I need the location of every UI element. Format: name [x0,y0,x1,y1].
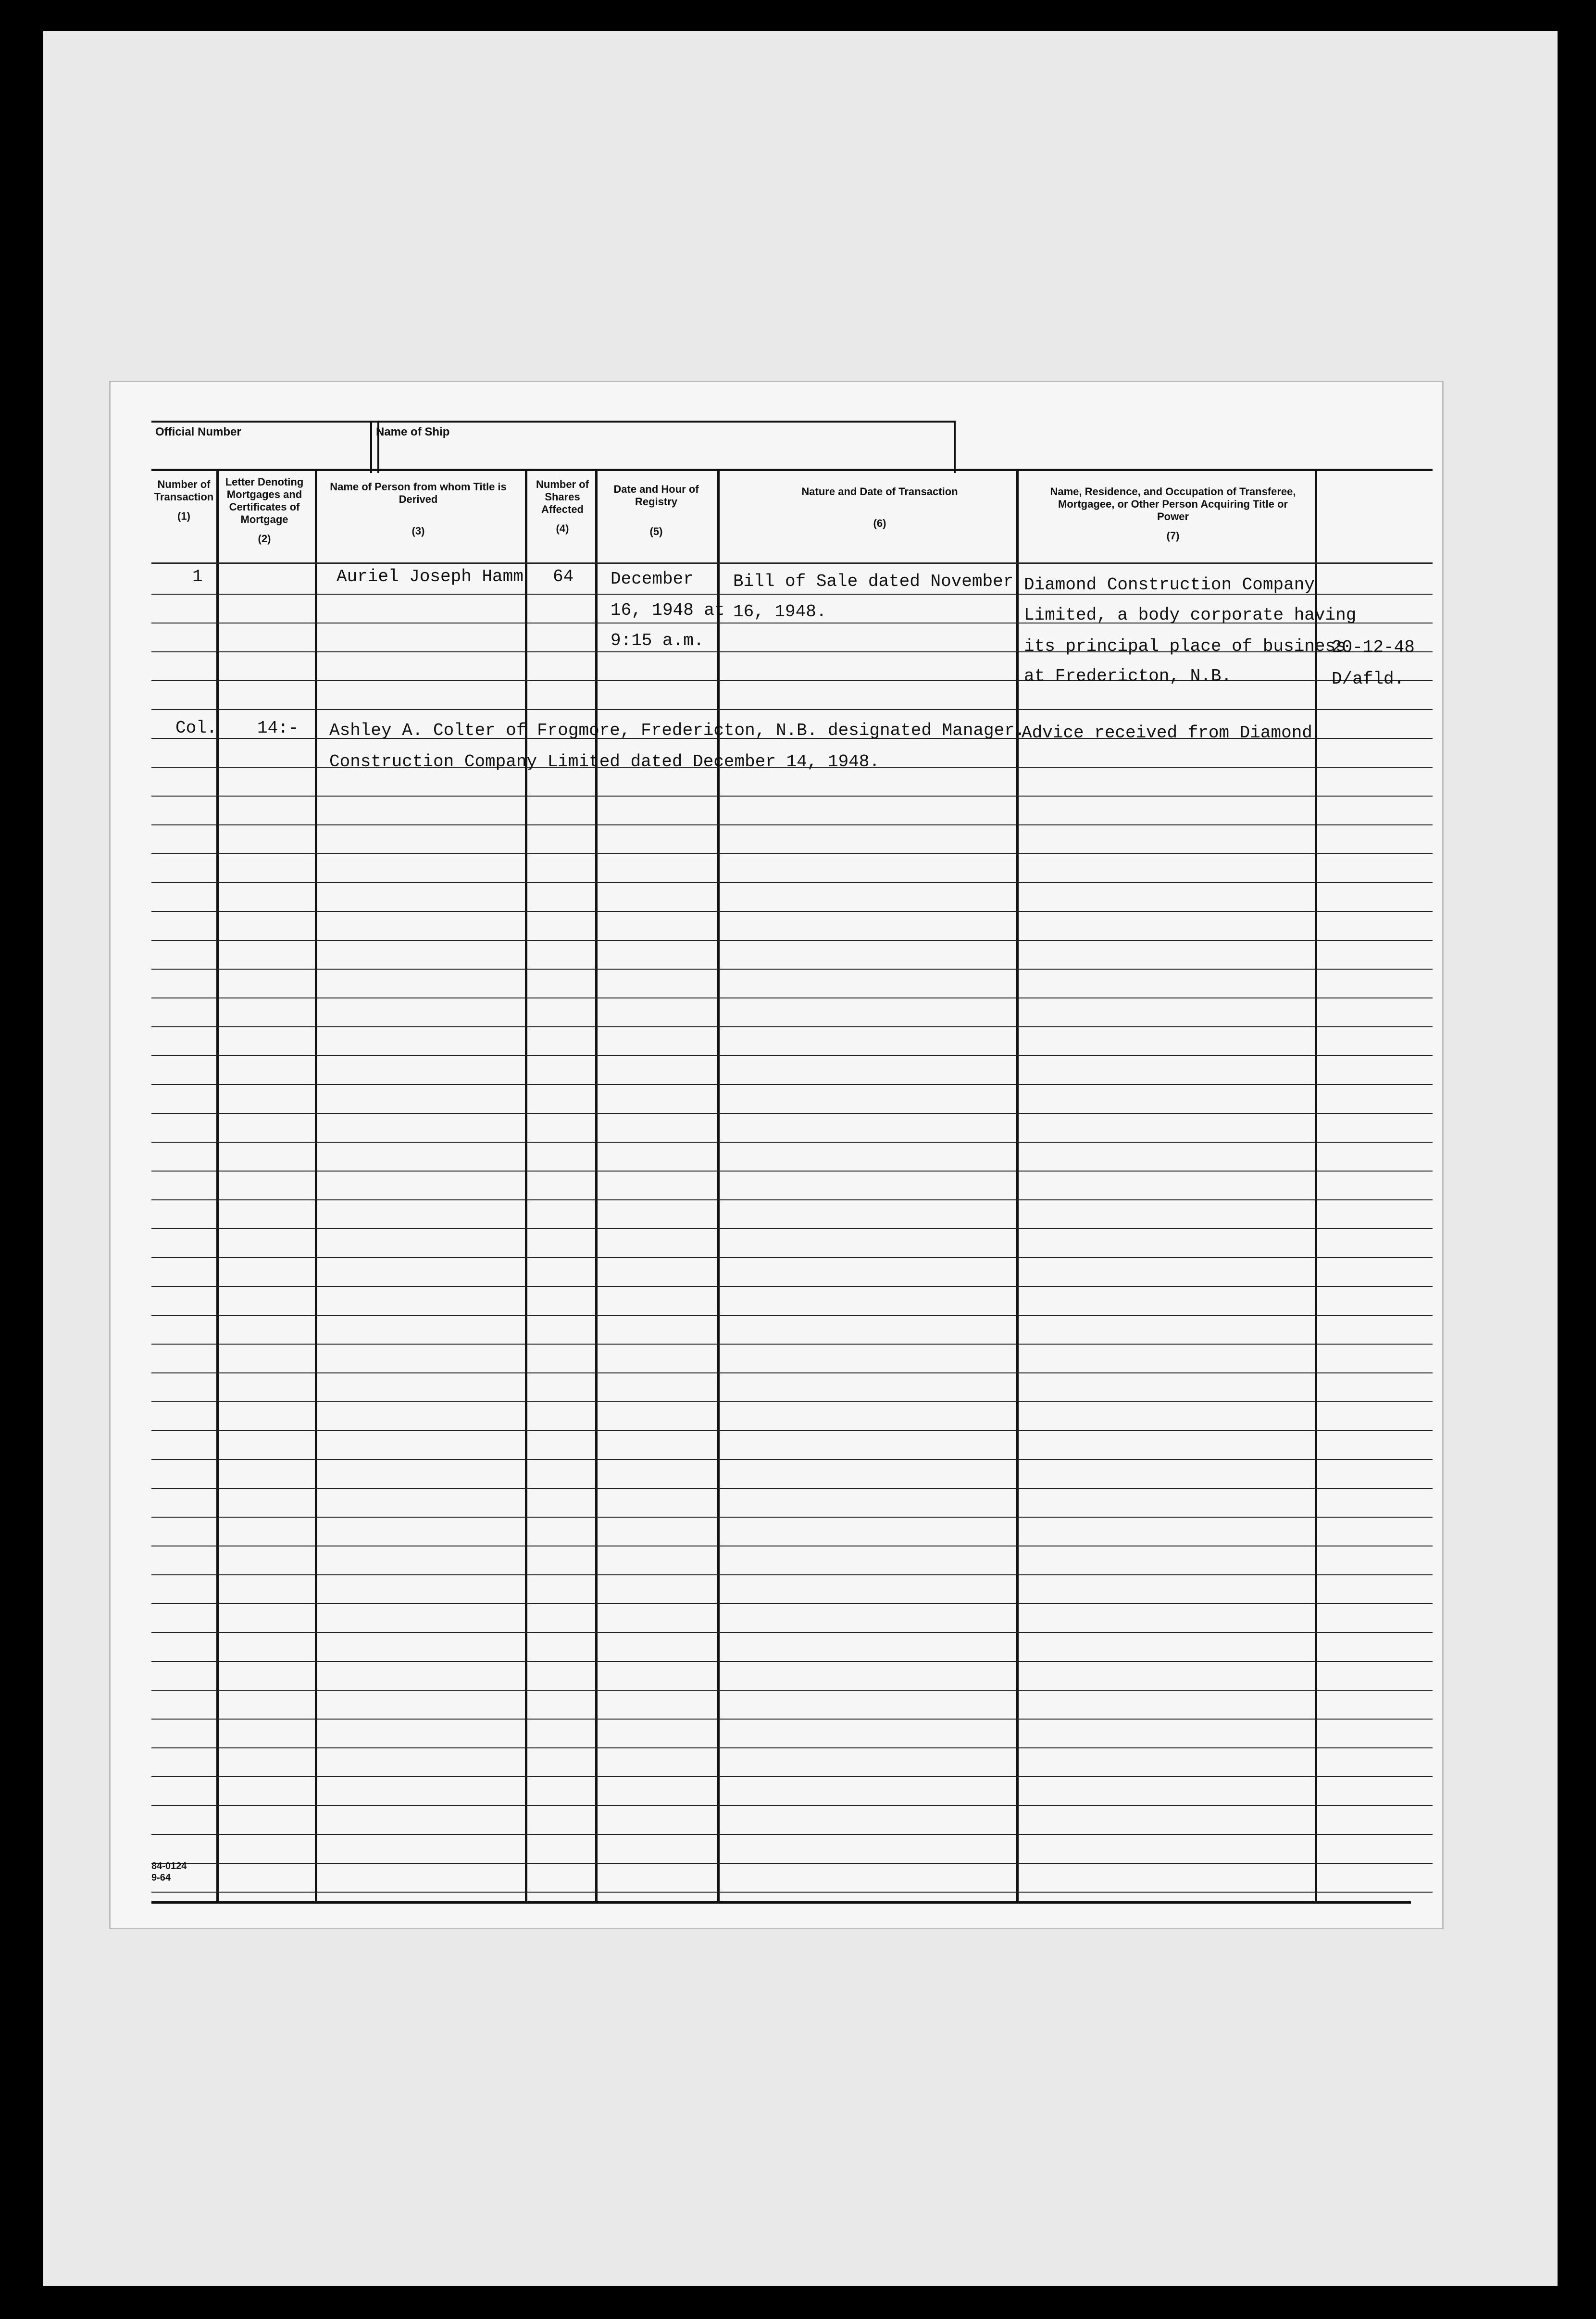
col-header-3: Name of Person from whom Title is Derived (3) [330,481,507,537]
ruled-row-line [151,796,1433,797]
col-header-1: Number of Transaction (1) [154,478,214,522]
ruled-row-line [151,1199,1433,1200]
ruled-row-line [151,1084,1433,1085]
entry1-date-line1: December [611,569,694,589]
ruled-row-line [151,1690,1433,1691]
ruled-row-line [151,680,1433,681]
ruled-row-line [151,882,1433,883]
col-header-2: Letter Denoting Mortgages and Certificates of Mortgage (2) [225,476,304,545]
ruled-row-line [151,824,1433,825]
column-divider [1016,469,1019,1901]
column-divider [595,469,598,1901]
col-header-6: Nature and Date of Transaction (6) [801,486,958,529]
ruled-row-line [151,1719,1433,1720]
ruled-row-line [151,911,1433,912]
ruled-row-line [151,1171,1433,1172]
entry2-line1: Ashley A. Colter of Frogmore, Fredericton, N.B. designated Manager. [329,721,1025,740]
ruled-row-line [151,1603,1433,1604]
official-number-label: Official Number [155,425,241,438]
ruled-row-line [151,997,1433,998]
col-header-7: Name, Residence, and Occupation of Transferee, Mortgagee, or Other Person Acquiring Title or Power (7) [1050,486,1296,542]
register-form [111,382,1442,1928]
column-divider [1315,469,1317,1901]
official-number-box [151,421,379,473]
entry1-number: 1 [192,567,203,586]
ruled-row-line [151,1747,1433,1748]
ruled-row-line [151,1142,1433,1143]
entry1-note-line2: D/afld. [1332,669,1405,689]
header-top-line [151,469,1433,471]
ruled-row-line [151,940,1433,941]
entry2-letter: 14:- [257,718,299,738]
entry1-nature-line1: Bill of Sale dated November [733,572,1014,591]
ship-name-box [370,421,956,473]
ruled-row-line [151,1344,1433,1345]
ruled-row-line [151,1661,1433,1662]
ruled-row-line [151,1315,1433,1316]
entry1-date-line3: 9:15 a.m. [611,631,704,650]
entry1-from-person: Auriel Joseph Hamm [337,567,524,586]
entry1-note-line1: 20-12-48 [1332,637,1415,657]
ruled-row-line [151,1459,1433,1460]
column-divider [525,469,527,1901]
ruled-row-line [151,1286,1433,1287]
ruled-row-line [151,1632,1433,1633]
entry2-number: Col. [175,718,217,738]
ruled-row-line [151,709,1433,710]
ruled-row-line [151,1113,1433,1114]
header-bottom-line [151,562,1433,564]
col-header-4: Number of Shares Affected (4) [536,478,589,535]
ruled-row-line [151,853,1433,854]
ruled-row-line [151,1430,1433,1431]
col-header-5: Date and Hour of Registry (5) [613,483,699,537]
ruled-row-line [151,1055,1433,1056]
column-divider [315,469,317,1901]
entry1-transferee-line4: at Fredericton, N.B. [1024,666,1232,686]
ruled-row-line [151,1488,1433,1489]
entry1-transferee-line2: Limited, a body corporate having [1024,605,1357,625]
entry1-shares: 64 [553,567,574,586]
form-bottom-line [151,1901,1411,1904]
column-divider [717,469,720,1901]
ruled-row-line [151,1401,1433,1402]
ruled-row-line [151,1574,1433,1575]
ruled-row-line [151,969,1433,970]
form-code: 84-0124 9-64 [151,1861,187,1883]
ruled-row-line [151,1892,1433,1893]
ruled-row-line [151,1776,1433,1777]
ruled-row-line [151,1863,1433,1864]
ruled-row-line [151,1805,1433,1806]
entry1-transferee-line1: Diamond Construction Company [1024,575,1315,595]
ruled-row-line [151,1026,1433,1027]
ruled-row-line [151,1372,1433,1373]
ruled-row-line [151,1257,1433,1258]
ruled-row-line [151,1834,1433,1835]
ruled-row-line [151,1517,1433,1518]
ruled-row-line [151,1228,1433,1229]
entry2-line1b: Advice received from Diamond [1022,723,1312,743]
entry2-line2: Construction Company Limited dated December 14, 1948. [329,752,880,772]
ship-name-label: Name of Ship [376,425,450,438]
entry1-date-line2: 16, 1948 at [611,600,725,620]
entry1-nature-line2: 16, 1948. [733,602,827,622]
column-divider [216,469,219,1901]
entry1-transferee-line3: its principal place of business [1024,636,1346,656]
